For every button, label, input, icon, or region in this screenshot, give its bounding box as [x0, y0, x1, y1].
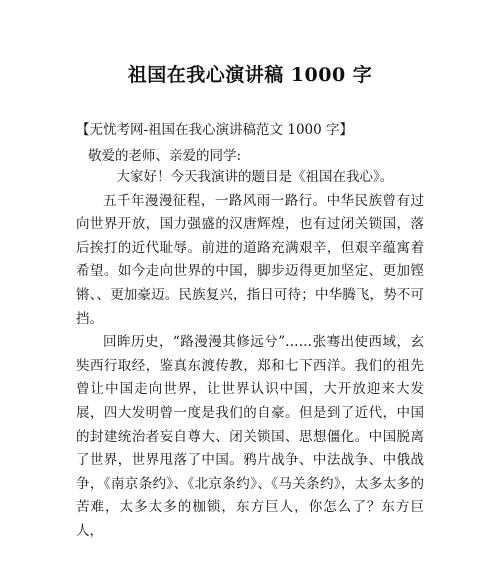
- body-text: [76, 166, 424, 544]
- paragraph-history: 五千年漫漫征程，一路风雨一路行。中华民族曾有过向世界开放，国力强盛的汉唐辉煌，也有过闭关锁国，落后挨打的近代耻辱。前进的道路充满艰辛，但艰辛蕴寓着希望。如今走向世界的中国，脚步迈得更加坚定、更加铿锵、、更加豪迈。民族复兴，指日可待；中华腾飞，势不可挡。: [76, 192, 424, 327]
- document-title: 祖国在我心演讲稿 1000 字: [127, 64, 373, 86]
- paragraph-opening: 大家好！今天我演讲的题目是《祖国在我心》。: [116, 169, 394, 185]
- source-line: 【无忧考网-祖国在我心演讲稿范文 1000 字】: [76, 122, 353, 138]
- paragraph-retrospect: 回眸历史，“路漫漫其修远兮”……张骞出使西域，玄奘西行取经，鉴真东渡传教，郑和七下西洋。我们的祖先曾让中国走向世界，让世界认识中国，大开放迎来大发展，四大发明曾一度是我们的自豪。但是到了近代，中国的封建统治者妄自尊大、闭关锁国、思想僵化。中国脱离了世界，世界甩落了中国。鸦片战争、中法战争、中俄战争，《南京条约》、《北京条约》、《马关条约》，太多太多的苦难，太多太多的枷锁，东方巨人，你怎么了？东方巨人，: [76, 334, 424, 539]
- greeting: 敬爱的老师、亲爱的同学:: [88, 148, 242, 164]
